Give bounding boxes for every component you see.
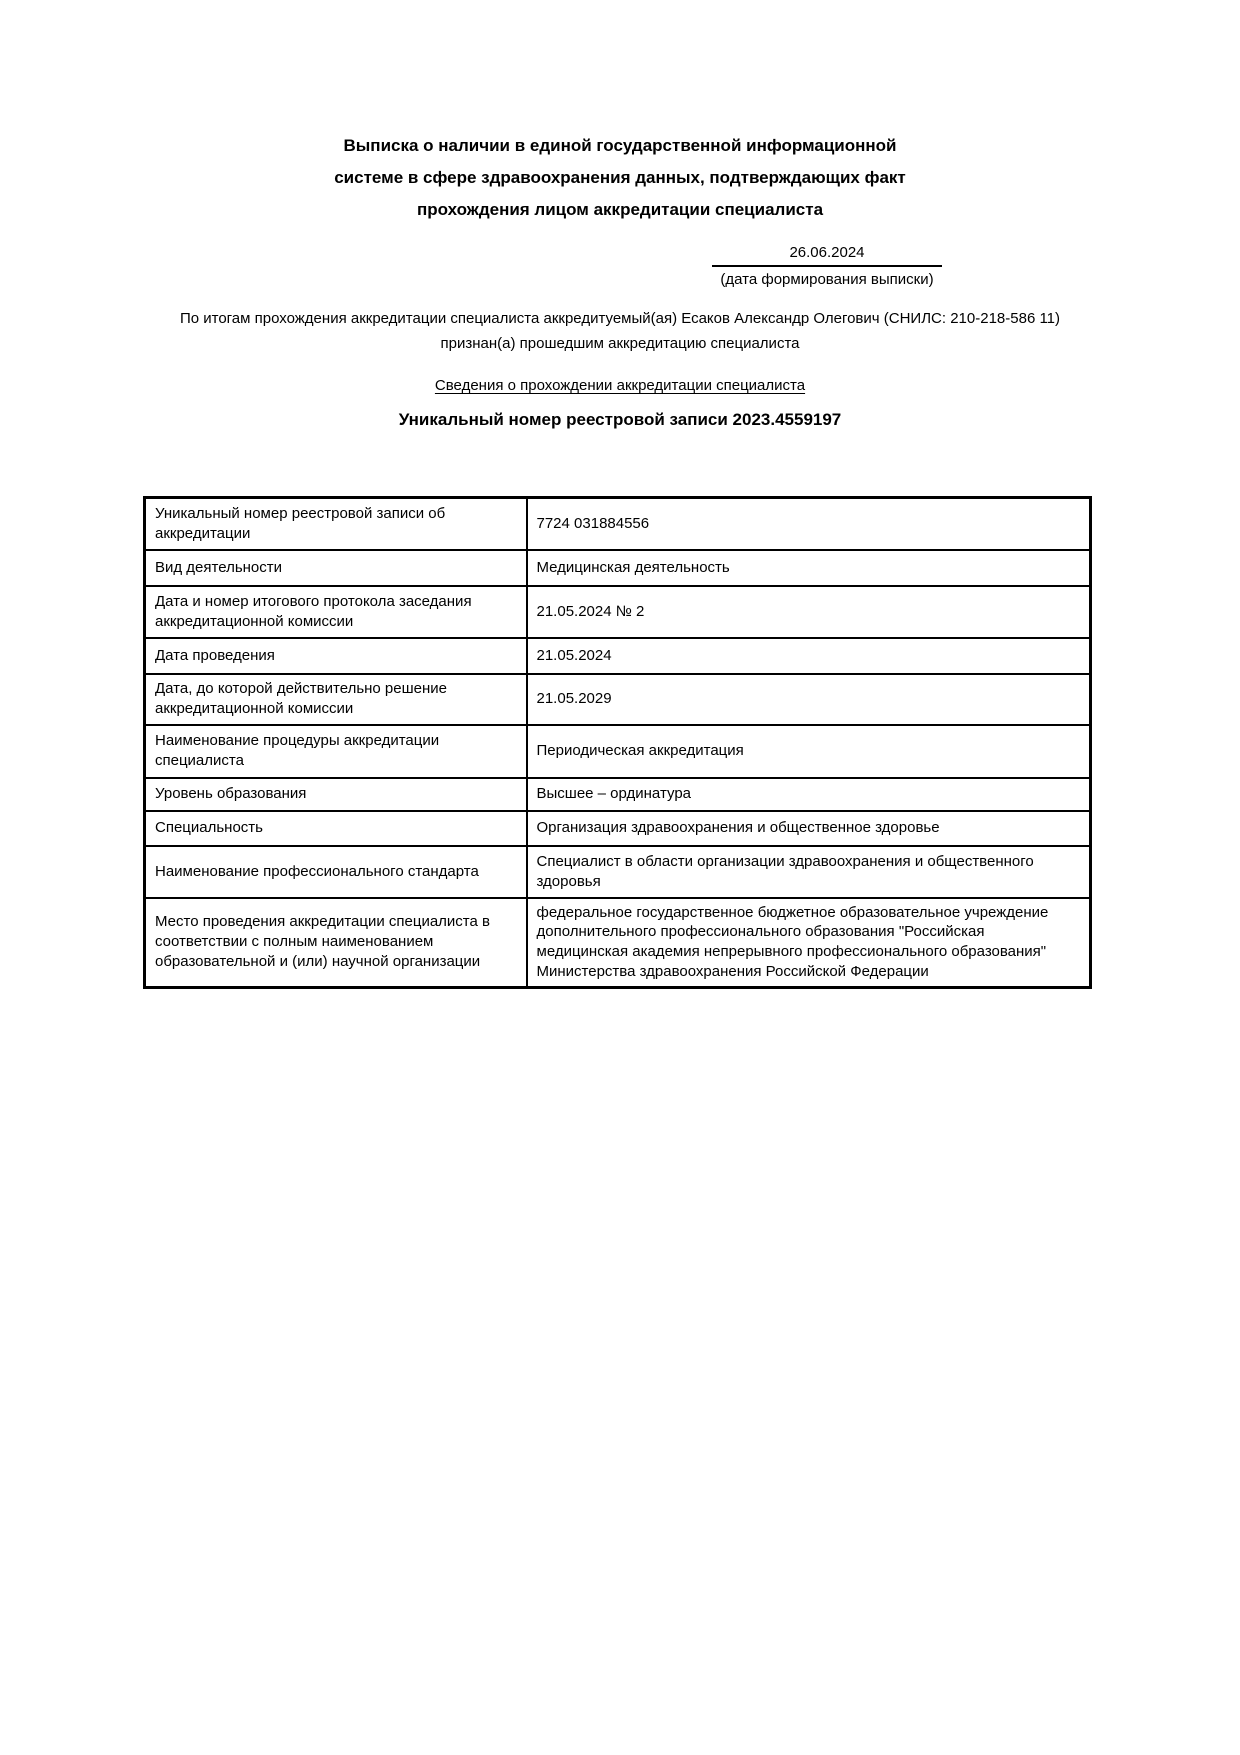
table-row <box>145 811 1091 846</box>
registry-number-heading: Уникальный номер реестровой записи 2023.4559197 <box>398 410 842 429</box>
accreditation-details-table <box>143 496 1092 989</box>
document-title-line: Выписка о наличии в единой государственной информационной <box>343 136 897 155</box>
accreditation-table-body <box>145 498 1091 988</box>
row-value: Периодическая аккредитация <box>527 725 1091 778</box>
row-value: Организация здравоохранения и общественное здоровье <box>527 811 1091 846</box>
row-label: Дата и номер итогового протокола заседания аккредитационной комиссии <box>145 586 527 638</box>
row-value: 21.05.2029 <box>527 674 1091 725</box>
row-value: федеральное государственное бюджетное образовательное учреждение дополнительного профессионального образования "Российская медицинская академия непрерывного профессионального образования" Министерства здравоохранения Российской Федерации <box>527 898 1091 988</box>
formation-date-caption: (дата формирования выписки) <box>720 271 934 288</box>
row-label: Дата, до которой действительно решение аккредитационной комиссии <box>145 674 527 725</box>
row-value: Специалист в области организации здравоохранения и общественного здоровья <box>527 846 1091 898</box>
row-label: Место проведения аккредитации специалиста в соответствии с полным наименованием образовательной и (или) научной организации <box>145 898 527 988</box>
row-value: 21.05.2024 <box>527 638 1091 674</box>
row-label: Наименование процедуры аккредитации специалиста <box>145 725 527 778</box>
accreditation-result-paragraph <box>0 306 1240 356</box>
table-row <box>145 550 1091 586</box>
table-row <box>145 778 1091 811</box>
formation-date: 26.06.2024 <box>712 243 942 267</box>
formation-date-block <box>712 243 942 290</box>
table-row <box>145 846 1091 898</box>
row-value: 7724 031884556 <box>527 498 1091 550</box>
table-row <box>145 586 1091 638</box>
row-label: Уровень образования <box>145 778 527 811</box>
result-paragraph-line: По итогам прохождения аккредитации специалиста аккредитуемый(ая) Есаков Александр Олегович (СНИЛС: 210-218-586 11) <box>179 310 1061 327</box>
document-title-line: системе в сфере здравоохранения данных, подтверждающих факт <box>334 168 906 187</box>
row-value: Высшее – ординатура <box>527 778 1091 811</box>
row-value: 21.05.2024 № 2 <box>527 586 1091 638</box>
row-label: Дата проведения <box>145 638 527 674</box>
row-value: Медицинская деятельность <box>527 550 1091 586</box>
document-title <box>0 130 1240 226</box>
row-label: Вид деятельности <box>145 550 527 586</box>
document-title-line: прохождения лицом аккредитации специалиста <box>416 200 824 219</box>
table-row <box>145 638 1091 674</box>
result-paragraph-line: признан(а) прошедшим аккредитацию специалиста <box>440 335 800 352</box>
row-label: Наименование профессионального стандарта <box>145 846 527 898</box>
row-label: Специальность <box>145 811 527 846</box>
section-heading: Сведения о прохождении аккредитации специалиста <box>434 377 806 394</box>
table-row <box>145 498 1091 550</box>
row-label: Уникальный номер реестровой записи об аккредитации <box>145 498 527 550</box>
table-row <box>145 898 1091 988</box>
table-row <box>145 725 1091 778</box>
table-row <box>145 674 1091 725</box>
